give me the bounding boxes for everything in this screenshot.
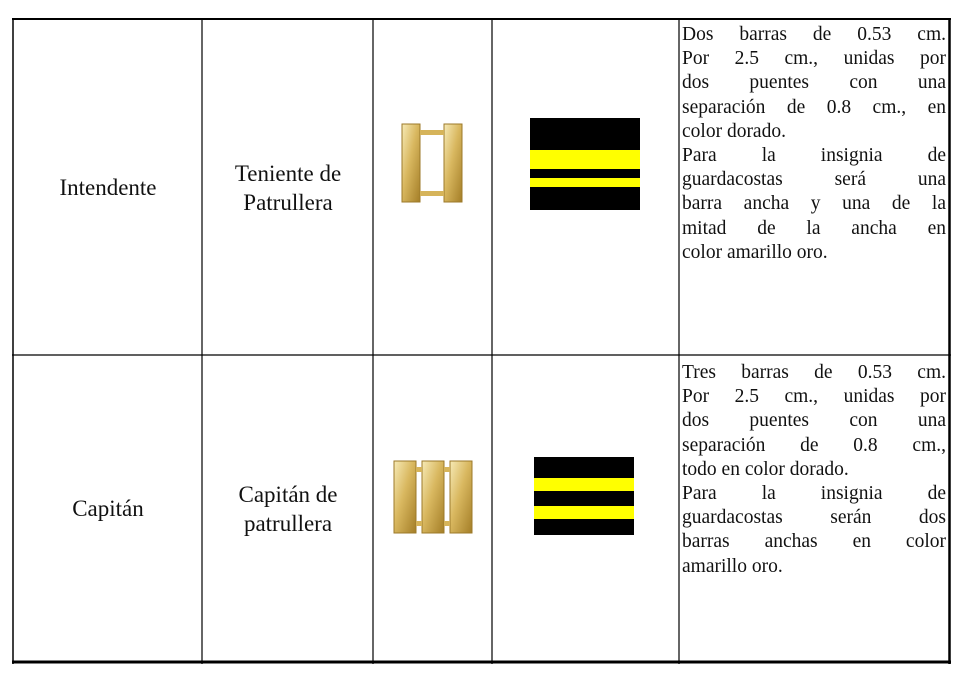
description-line: separación de 0.8 cm., en — [682, 96, 946, 118]
equivalent-rank-name — [235, 159, 341, 217]
two-yellow-stripes-band-icon — [530, 118, 640, 210]
table-row-1-description — [679, 23, 950, 265]
table-row-1-rank-cell — [14, 20, 202, 355]
description-line: barras anchas en color — [682, 531, 946, 553]
description-line: guardacostas serán dos — [682, 507, 946, 529]
equivalent-rank-line: Teniente de — [234, 160, 342, 186]
three-stripes-band-icon — [534, 457, 634, 535]
three-gold-bars-pin-icon — [392, 459, 474, 535]
description-line: Tres barras de 0.53 cm. — [682, 362, 946, 383]
rank-insignia-table — [12, 18, 951, 664]
description-line: mitad de la ancha en — [682, 217, 946, 239]
equivalent-rank-line: Patrullera — [243, 189, 333, 215]
equivalent-rank-line: Capitán de — [238, 481, 338, 507]
two-gold-bars-pin-icon — [400, 122, 464, 204]
description-line: dos puentes con una — [682, 410, 946, 432]
equivalent-rank-line: patrullera — [243, 510, 333, 536]
table-row-2-description — [679, 361, 950, 579]
table-row-1-equivalent-cell — [203, 20, 373, 355]
description-line: Por 2.5 cm., unidas por — [682, 48, 946, 70]
description-line: guardacostas será una — [682, 169, 946, 191]
description-line: amarillo oro. — [682, 555, 783, 577]
description-line: color amarillo oro. — [682, 241, 828, 263]
description-line: Para la insignia de — [682, 145, 946, 167]
description-line: dos puentes con una — [682, 72, 946, 94]
rank-name: Capitán — [72, 496, 144, 521]
description-line: Dos barras de 0.53 cm. — [682, 24, 946, 45]
description-line: barra ancha y una de la — [682, 193, 946, 215]
description-line: todo en color dorado. — [682, 458, 849, 480]
table-row-2-rank-cell — [14, 356, 202, 661]
description-line: separación de 0.8 cm., — [682, 434, 946, 456]
description-line: Para la insignia de — [682, 483, 946, 505]
description-line: color dorado. — [682, 120, 786, 142]
rank-name: Intendente — [59, 175, 157, 200]
table-row-2-equivalent-cell — [203, 356, 373, 661]
description-line: Por 2.5 cm., unidas por — [682, 386, 946, 408]
equivalent-rank-name — [239, 480, 338, 538]
